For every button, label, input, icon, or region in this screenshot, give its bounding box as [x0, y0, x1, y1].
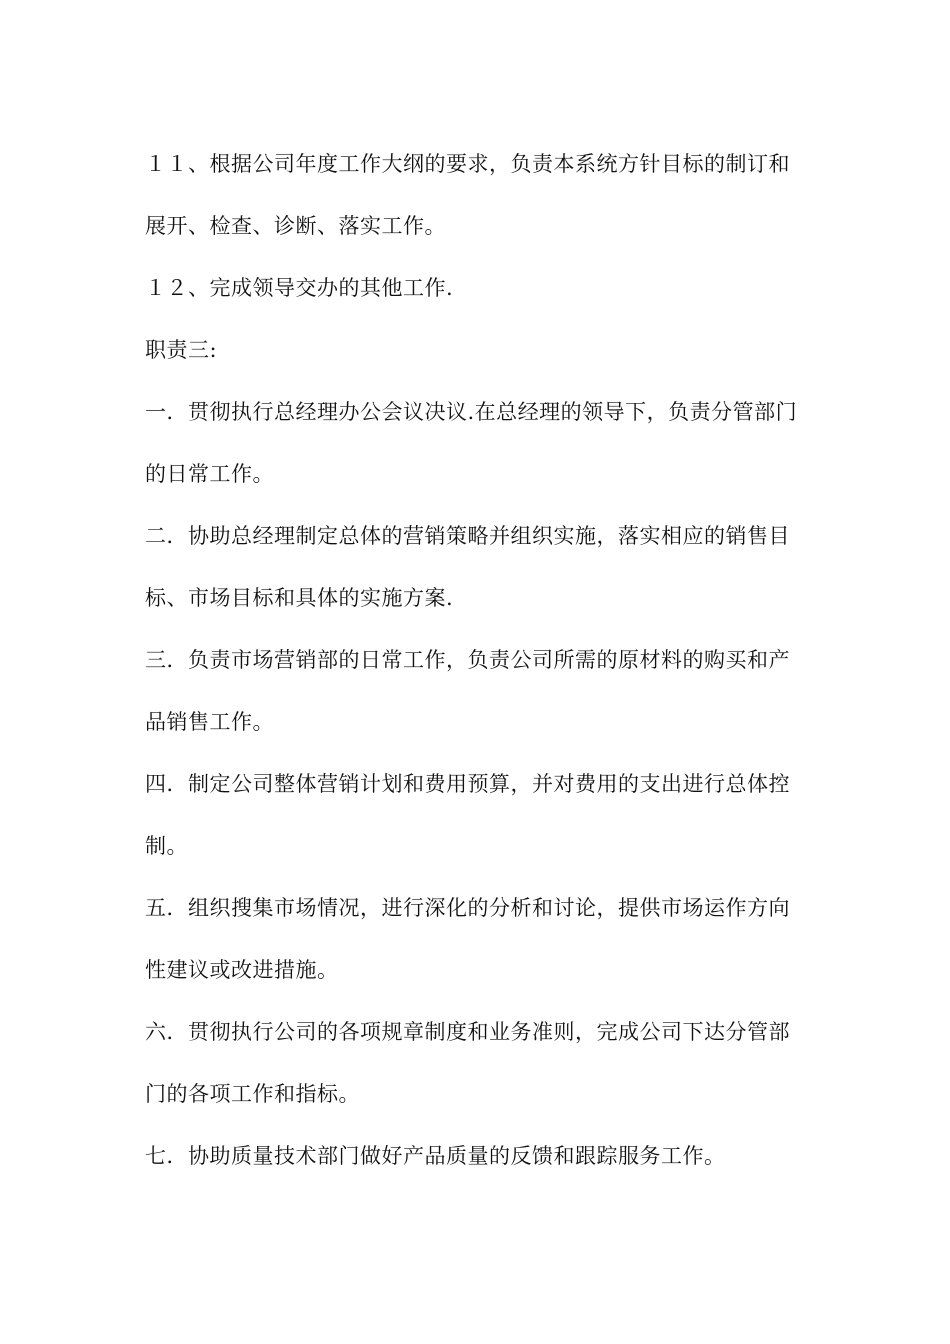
paragraph-item-2: 二．协助总经理制定总体的营销策略并组织实施，落实相应的销售目标、市场目标和具体的实施方案. — [145, 524, 790, 610]
paragraph-item-12: １２、完成领导交办的其他工作. — [145, 276, 454, 300]
paragraph-item-3: 三．负责市场营销部的日常工作，负责公司所需的原材料的购买和产品销售工作。 — [145, 648, 790, 734]
paragraph-item-4: 四．制定公司整体营销计划和费用预算，并对费用的支出进行总体控制。 — [145, 772, 790, 858]
paragraph-item-6: 六．贯彻执行公司的各项规章制度和业务准则，完成公司下达分管部门的各项工作和指标。 — [145, 1020, 790, 1106]
paragraph-item-1: 一．贯彻执行总经理办公会议决议.在总经理的领导下，负责分管部门的日常工作。 — [145, 400, 798, 486]
paragraph-item-7: 七．协助质量技术部门做好产品质量的反馈和跟踪服务工作。 — [145, 1144, 726, 1168]
paragraph-item-11: １１、根据公司年度工作大纲的要求，负责本系统方针目标的制订和展开、检查、诊断、落实工作。 — [145, 152, 790, 238]
section-heading-duty-three: 职责三: — [145, 338, 218, 362]
paragraph-item-5: 五．组织搜集市场情况，进行深化的分析和讨论，提供市场运作方向性建议或改进措施。 — [145, 896, 790, 982]
document-body — [145, 133, 810, 1187]
